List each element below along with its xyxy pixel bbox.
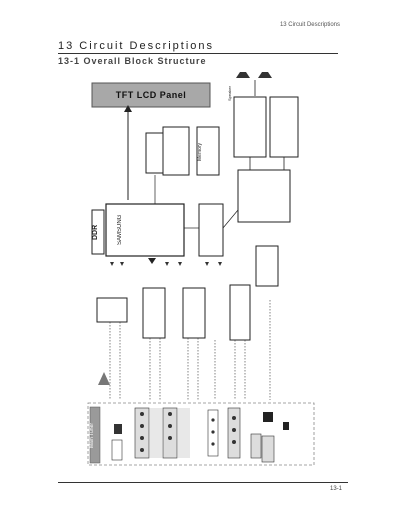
- footer-divider: [58, 482, 348, 483]
- page-number: 13-1: [329, 486, 342, 492]
- lcd-panel-label-wrap: [92, 83, 210, 107]
- lcd-panel-label: TFT LCD Panel: [115, 90, 187, 100]
- tuner-arrow-icon: [98, 372, 110, 385]
- ddr-label: DDR: [92, 224, 99, 240]
- tcon-block: [97, 298, 127, 322]
- sub-amp-block: [270, 97, 298, 157]
- video-switch-block: [183, 288, 205, 338]
- speaker-icon-right: [258, 72, 272, 78]
- component-jack-shade-2: [178, 408, 190, 458]
- flash-rom-block: [146, 133, 164, 173]
- av-jack-2: [228, 408, 240, 458]
- sound-link: [223, 210, 238, 228]
- subsection-title: 13-1 Overall Block Structure: [58, 56, 207, 66]
- samsung-label: SAMSUNG: [117, 214, 123, 246]
- component-jack-shade-1: [150, 408, 162, 458]
- speaker-icon-left: [236, 72, 250, 78]
- main-tuner-label: Main Tuner: [89, 422, 95, 448]
- connector-icon-2: [112, 440, 122, 460]
- audio-adc-block: [256, 246, 278, 286]
- input-arrow-head: [148, 258, 156, 264]
- adc-block: [143, 288, 165, 338]
- section-title: 13 Circuit Descriptions: [58, 40, 215, 52]
- connector-icon-1: [114, 424, 122, 434]
- hdmi-receiver-block: [230, 285, 250, 340]
- speaker-label: Speaker: [227, 86, 232, 102]
- usb-connector: [283, 422, 289, 430]
- audio-amp-block: [234, 97, 266, 157]
- memory-label: Memory: [197, 142, 203, 162]
- hdmi-connector: [263, 412, 273, 422]
- small-arrow-row: [110, 262, 222, 266]
- micom-block: [163, 127, 189, 175]
- sound-processor-block: [238, 170, 290, 222]
- pc-d-sub-connector: [251, 434, 261, 458]
- dvi-connector: [262, 436, 274, 462]
- flash-memory-block: [199, 204, 223, 256]
- header-section-ref: 13 Circuit Descriptions: [279, 22, 340, 28]
